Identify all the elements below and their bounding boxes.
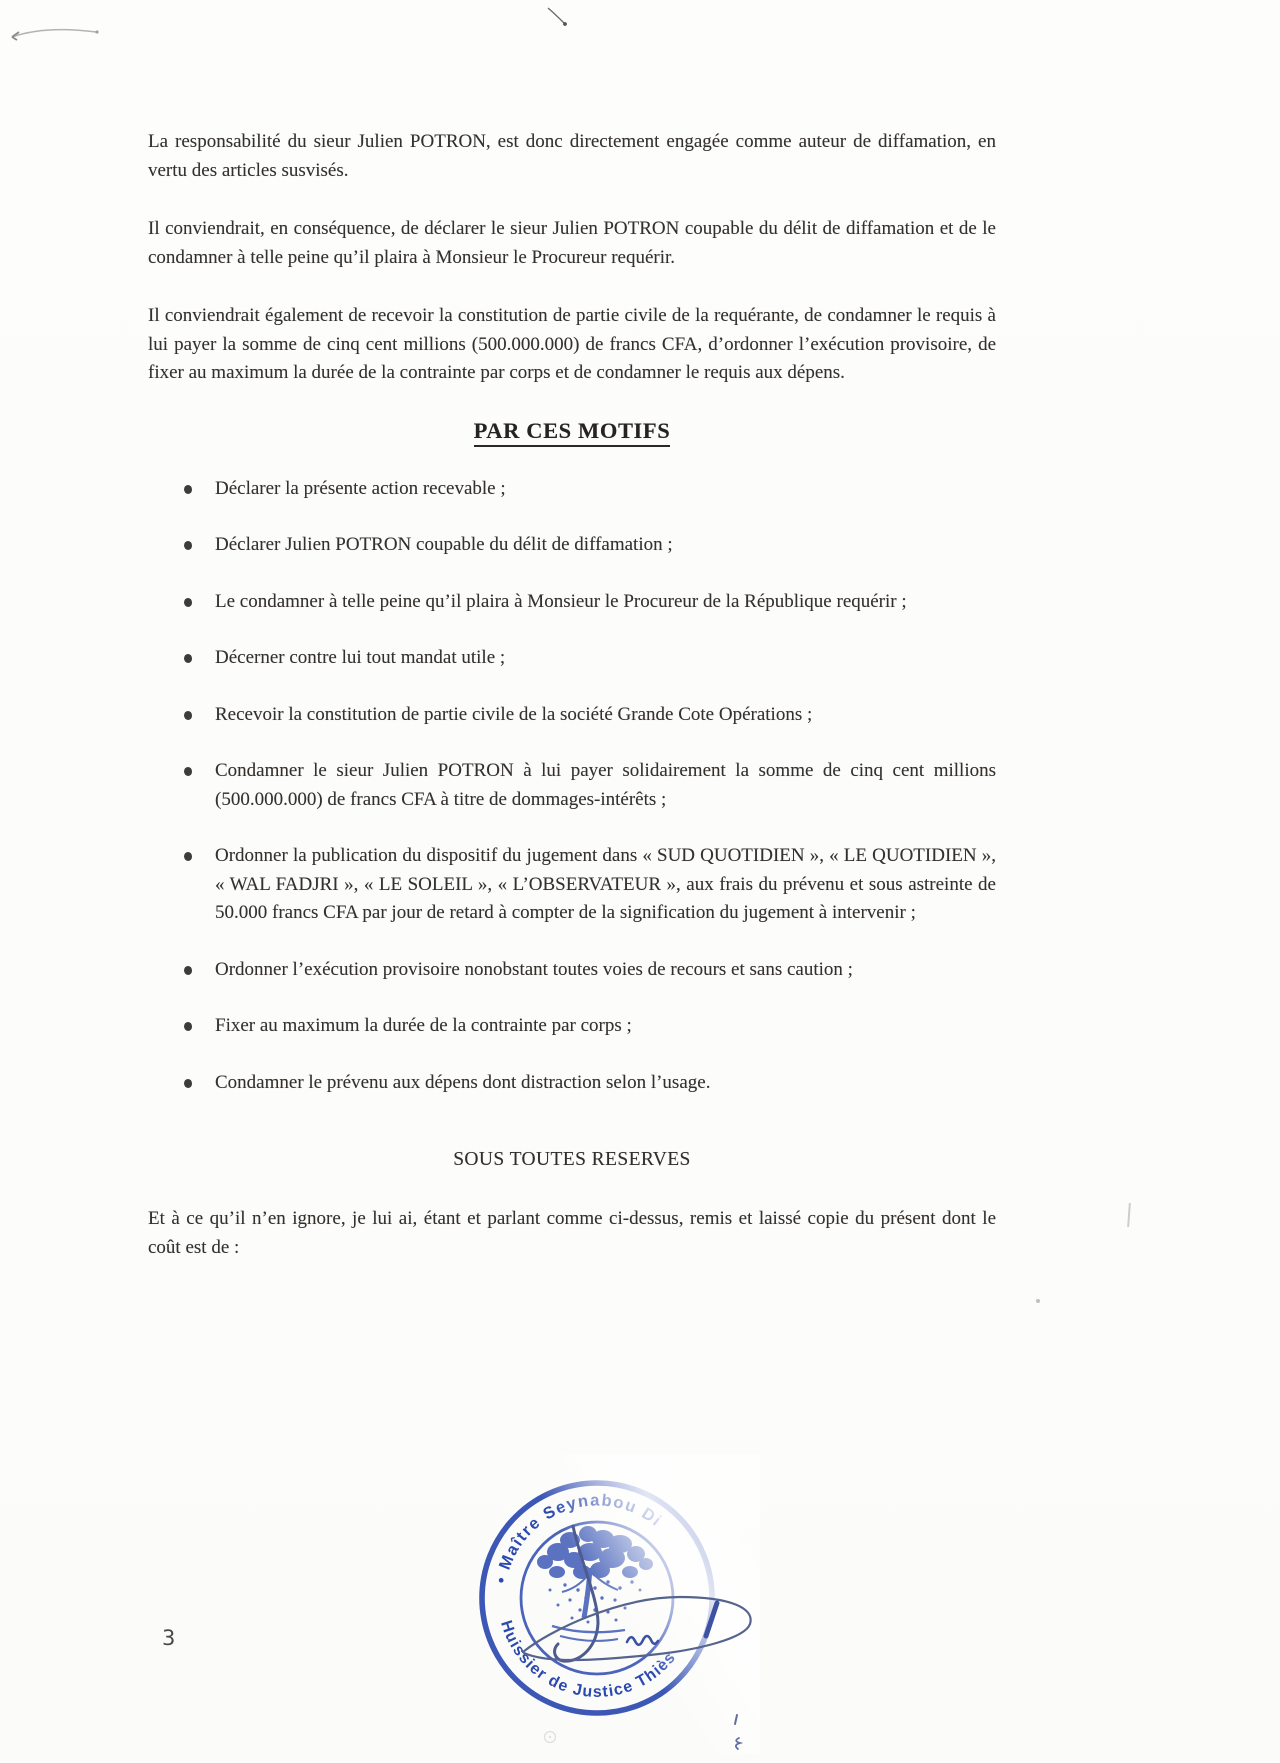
bullet-text: Déclarer Julien POTRON coupable du délit de diffamation ; xyxy=(215,534,673,555)
bullet-item xyxy=(148,757,996,814)
scan-artifact xyxy=(1127,1203,1131,1227)
bullet-dot-icon xyxy=(184,1079,192,1088)
bullet-text: Le condamner à telle peine qu’il plaira à Monsieur le Procureur de la République requérir ; xyxy=(215,590,907,612)
bullet-item xyxy=(148,588,996,617)
bullet-text: Condamner le prévenu aux dépens dont distraction selon l’usage. xyxy=(215,1071,711,1093)
bullet-dot-icon xyxy=(184,852,192,861)
bullet-text: Fixer au maximum la durée de la contrainte par corps ; xyxy=(215,1015,632,1036)
bullet-dot-icon xyxy=(184,654,192,663)
paragraph-responsabilite: La responsabilité du sieur Julien POTRON, est donc directement engagée comme auteur de diffamation, en vertu des articles susvisés. xyxy=(148,131,996,181)
scan-artifact xyxy=(545,6,571,30)
reserves-subheading: SOUS TOUTES RESERVES xyxy=(453,1149,691,1170)
bullet-dot-icon xyxy=(184,711,192,720)
bullet-item xyxy=(148,701,996,730)
page-number: 3 xyxy=(162,1626,176,1650)
bullet-text: Recevoir la constitution de partie civile de la société Grande Cote Opérations ; xyxy=(215,703,813,725)
paragraph-conviendrait: Il conviendrait, en conséquence, de déclarer le sieur Julien POTRON coupable du délit de diffamation et de le condamner à telle peine qu’il plaira à Monsieur le Procureur requérir. xyxy=(148,218,996,268)
bullet-item xyxy=(148,1012,996,1041)
bullet-dot-icon xyxy=(184,767,192,776)
bullet-text: Condamner le sieur Julien POTRON à lui payer solidairement la somme de cinq cent millions (500.000.000) de francs CFA à titre de dommages-intérêts ; xyxy=(215,760,996,810)
scan-artifact xyxy=(1036,1299,1040,1303)
bullet-item xyxy=(148,475,996,504)
bullet-dot-icon xyxy=(184,966,192,975)
bullet-item xyxy=(148,531,996,560)
bullet-dot-icon xyxy=(184,485,192,494)
bullet-dot-icon xyxy=(184,541,192,550)
bullet-dot-icon xyxy=(184,598,192,607)
bullet-text: Ordonner l’exécution provisoire nonobstant toutes voies de recours et sans caution ; xyxy=(215,958,853,980)
bullet-text: Déclarer la présente action recevable ; xyxy=(215,477,506,499)
bullet-item xyxy=(148,1069,996,1098)
motifs-heading-text: PAR CES MOTIFS xyxy=(474,418,671,447)
bullet-text: Décerner contre lui tout mandat utile ; xyxy=(215,647,506,668)
notary-stamp xyxy=(440,1440,920,1763)
bullet-text: Ordonner la publication du dispositif du jugement dans « SUD QUOTIDIEN », « LE QUOTIDIEN », « WAL FADJRI », « LE SOLEIL », « L’OBSERVATEUR », aux frais du prévenu et sous astreinte de 50.000 francs CFA par jour de retard à compter de la signification du jugement à intervenir ; xyxy=(215,845,996,923)
paragraph-partie-civile: Il conviendrait également de recevoir la constitution de partie civile de la requérante, de condamner le requis à lui payer la somme de cinq cent millions (500.000.000) de francs CFA, d’ordonner l’exécution provisoire, de fixer au maximum la durée de la contrainte par corps et de condamner le requis aux dépens. xyxy=(148,305,996,383)
bullet-item xyxy=(148,842,996,928)
document-body xyxy=(148,128,996,1262)
bullet-item xyxy=(148,956,996,985)
bullet-item xyxy=(148,644,996,673)
scan-artifact xyxy=(10,22,102,44)
closing-paragraph: Et à ce qu’il n’en ignore, je lui ai, étant et parlant comme ci-dessus, remis et laissé copie du présent dont le coût est de : xyxy=(148,1208,996,1258)
motifs-heading xyxy=(148,418,996,444)
stamp-graphic xyxy=(440,1440,920,1763)
bullet-list xyxy=(148,475,996,1098)
bullet-dot-icon xyxy=(184,1022,192,1031)
